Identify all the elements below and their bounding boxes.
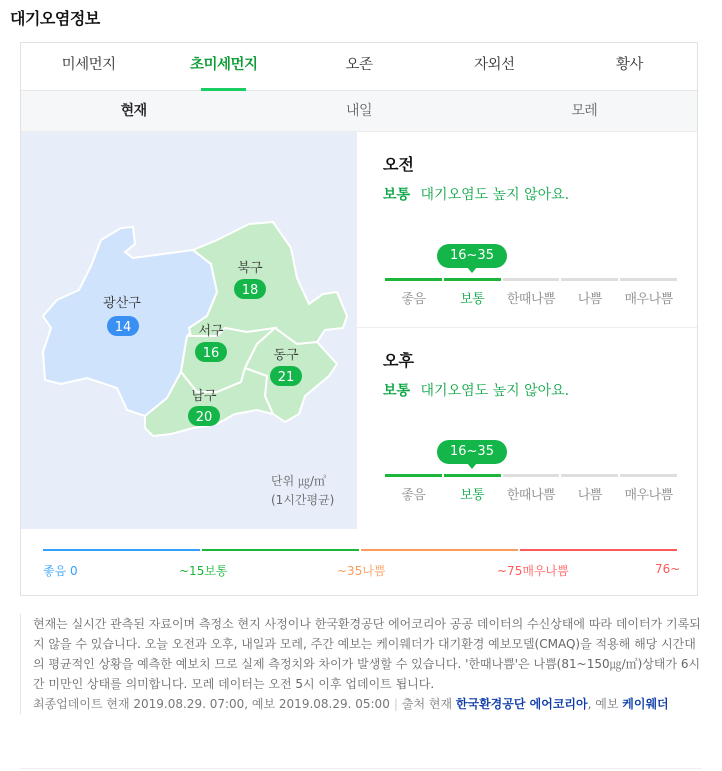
range-bubble-am: 16~35 [437, 244, 507, 268]
tab-day-after[interactable]: 모레 [571, 103, 598, 119]
update-time: 최종업데이트 현재 2019.08.29. 07:00, 예보 2019.08.29. 05:00 [33, 697, 390, 711]
grade-segment [385, 474, 442, 477]
grade-label: 보통 [460, 292, 485, 307]
forecast-panel [357, 132, 697, 529]
data-notes [20, 614, 702, 714]
grade-segment [503, 278, 560, 281]
legend-label-max: 76~ [655, 562, 681, 576]
air-quality-card [20, 42, 698, 596]
grade-bar-am [385, 278, 677, 281]
district-value-gwangsan: 14 [114, 320, 132, 335]
grade-label: 한때나쁨 [506, 292, 556, 307]
status-line-am [383, 184, 569, 204]
legend-bar-very-bad [520, 549, 677, 551]
grade-label: 한때나쁨 [506, 488, 556, 503]
source-mid: , 예보 [587, 697, 619, 711]
update-info [33, 694, 702, 714]
district-name-dong: 동구 [273, 348, 299, 363]
bottom-divider [20, 768, 702, 769]
grade-label: 매우나쁨 [624, 488, 673, 503]
tab-ultrafine-dust[interactable]: 초미세먼지 [156, 43, 291, 90]
morning-forecast [357, 132, 697, 327]
status-grade-am: 보통 [383, 187, 411, 203]
legend-bars [43, 549, 677, 551]
legend-label-good: 좋음 0 [43, 564, 78, 578]
legend-label-very-bad: ~75매우나쁨 [497, 564, 569, 578]
notes-paragraph: 현재는 실시간 관측된 자료이며 측정소 현지 사정이나 한국환경공단 에어코리아 공공 데이터의 수신상태에 따라 데이터가 기록되지 않을 수 있습니다. 오늘 오전과 오후, 내일과 모레, 주간 예보는 케이웨더가 대기환경 예보모델(CMAQ)을 적용해 해당 시간대의 평균적인 상황을 예측한 예보치 므로 실제 측정치와 차이가 발생할 수 있습니다. '한때나쁨'은 나쁨(81~150㎍/㎥)상태가 6시간 미만인 상태를 의미합니다. 모레 데이터는 오전 5시 이후 업데이트 됩니다. [33, 617, 701, 691]
legend-label-bad: ~35나쁨 [337, 564, 386, 578]
grade-segment [503, 474, 560, 477]
district-name-buk: 북구 [237, 261, 263, 276]
grade-label: 좋음 [401, 488, 426, 503]
grade-label: 좋음 [401, 292, 426, 307]
tab-ozone[interactable]: 오존 [345, 57, 373, 73]
tab-uv[interactable]: 자외선 [473, 57, 515, 73]
district-value-buk: 18 [241, 283, 259, 298]
pollutant-tabs [21, 43, 697, 91]
district-name-nam: 남구 [191, 389, 217, 404]
tab-tomorrow[interactable]: 내일 [345, 103, 373, 119]
tab-fine-dust[interactable]: 미세먼지 [61, 57, 116, 73]
tab-yellow-dust[interactable]: 황사 [615, 57, 643, 73]
unit-average: (1시간평균) [271, 493, 335, 507]
unit-label [271, 472, 334, 510]
period-label-pm: 오후 [383, 351, 414, 370]
grade-segment [620, 474, 677, 477]
district-value-nam: 20 [195, 410, 213, 425]
grade-segment [561, 278, 618, 281]
page-title: 대기오염정보 [10, 9, 100, 28]
district-value-seo: 16 [202, 346, 220, 361]
status-grade-pm: 보통 [383, 383, 411, 399]
status-line-pm [383, 380, 569, 400]
grade-label: 나쁨 [577, 292, 602, 307]
district-name-seo: 서구 [198, 324, 224, 339]
kweather-link[interactable]: 케이웨더 [622, 697, 669, 711]
legend-labels [43, 562, 681, 580]
grade-labels-pm [385, 484, 677, 503]
status-desc-pm: 대기오염도 높지 않아요. [420, 383, 570, 399]
unit-text: 단위 ㎍/㎥ [271, 474, 327, 488]
grade-segment [620, 278, 677, 281]
district-name-gwangsan: 광산구 [103, 296, 141, 311]
grade-segment [561, 474, 618, 477]
range-bubble-pm: 16~35 [437, 440, 507, 464]
grade-bar-pm [385, 474, 677, 477]
grade-label: 매우나쁨 [624, 292, 673, 307]
district-map [21, 132, 357, 529]
grade-legend [43, 549, 681, 589]
grade-segment [444, 474, 501, 477]
period-label-am: 오전 [383, 155, 414, 174]
day-tabs [21, 91, 697, 132]
source-prefix: 출처 현재 [401, 697, 453, 711]
tab-now[interactable]: 현재 [120, 103, 147, 119]
legend-bar-bad [361, 549, 518, 551]
grade-labels-am [385, 288, 677, 307]
grade-label: 보통 [460, 488, 485, 503]
legend-bar-normal [202, 549, 359, 551]
legend-bar-good [43, 549, 200, 551]
legend-label-normal: ~15보통 [179, 564, 228, 578]
grade-segment [385, 278, 442, 281]
district-value-dong: 21 [277, 370, 295, 385]
status-desc-am: 대기오염도 높지 않아요. [420, 187, 570, 203]
airkorea-link[interactable]: 한국환경공단 에어코리아 [455, 697, 588, 711]
grade-segment [444, 278, 501, 281]
grade-label: 나쁨 [577, 488, 602, 503]
divider: | [393, 697, 398, 711]
afternoon-forecast [357, 327, 697, 522]
